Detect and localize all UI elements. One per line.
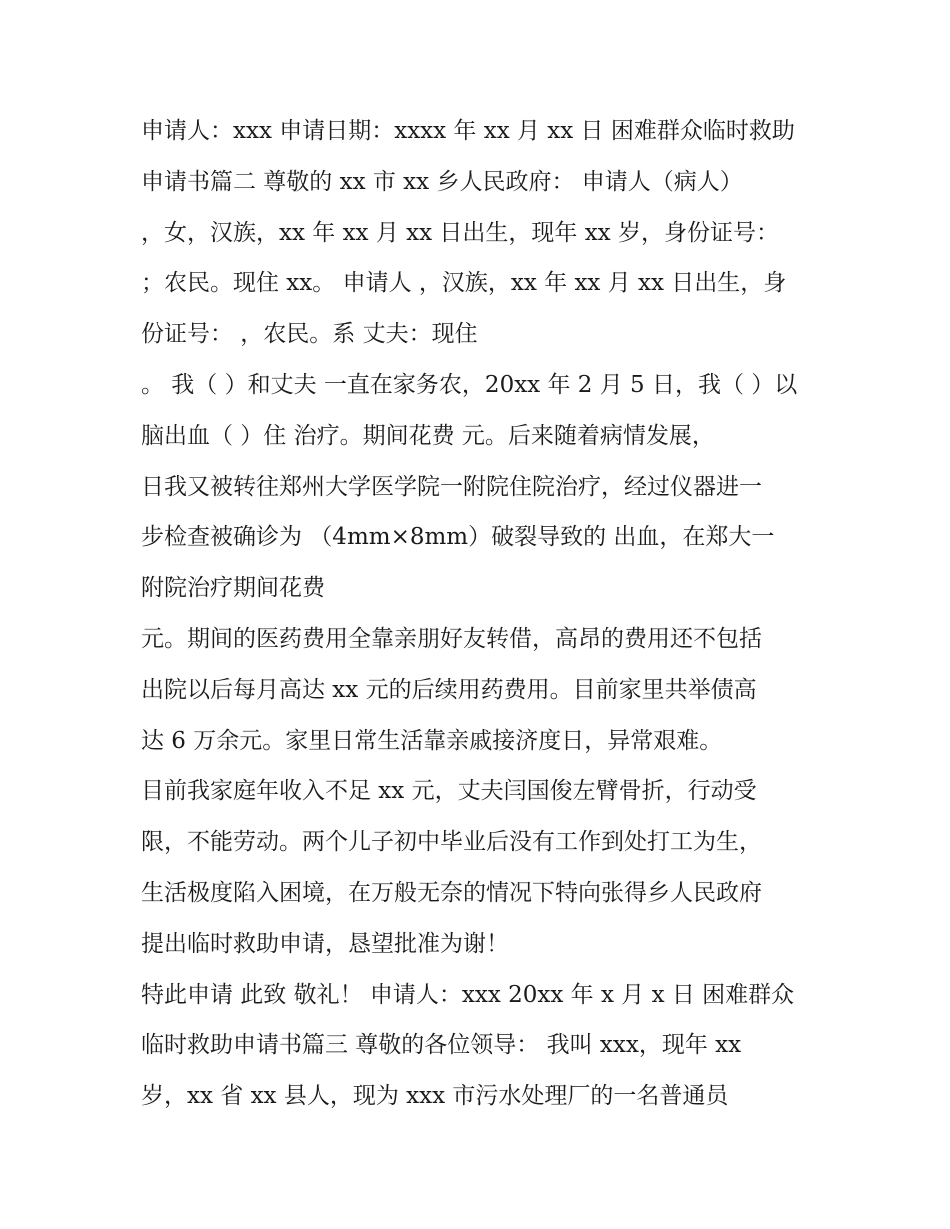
text-line: 步检查被确诊为 （4mm×8mm）破裂导致的 出血，在郑大一 bbox=[141, 524, 775, 551]
text-line: 份证号： ，农民。系 丈夫：现住 bbox=[141, 321, 478, 348]
text-line: 元。期间的医药费用全靠亲朋好友转借，高昂的费用还不包括 bbox=[141, 625, 762, 652]
text-line: 日我又被转往郑州大学医学院一附院住院治疗，经过仪器进一 bbox=[141, 473, 762, 500]
text-line: 限，不能劳动。两个儿子初中毕业后没有工作到处打工为生， bbox=[141, 829, 762, 856]
text-line: 脑出血（ ）住 治疗。期间花费 元。后来随着病情发展， bbox=[141, 422, 715, 449]
text-line: 生活极度陷入困境，在万般无奈的情况下特向张得乡人民政府 bbox=[141, 879, 762, 906]
text-line: 申请书篇二 尊敬的 xx 市 xx 乡人民政府： 申请人（病人） bbox=[141, 168, 743, 195]
text-line: 申请人：xxx 申请日期：xxxx 年 xx 月 xx 日 困难群众临时救助 bbox=[141, 118, 795, 144]
text-line: 附院治疗期间花费 bbox=[141, 575, 325, 602]
text-line: 出院以后每月高达 xx 元的后续用药费用。目前家里共举债高 bbox=[141, 676, 757, 703]
text-line: 特此申请 此致 敬礼！ 申请人：xxx 20xx 年 x 月 x 日 困难群众 bbox=[141, 981, 795, 1008]
text-line: 达 6 万余元。家里日常生活靠亲戚接济度日，异常艰难。 bbox=[141, 727, 723, 754]
text-line: 目前我家庭年收入不足 xx 元，丈夫闫国俊左臂骨折，行动受 bbox=[141, 778, 757, 805]
text-line: ，女，汉族，xx 年 xx 月 xx 日出生，现年 xx 岁，身份证号： bbox=[141, 219, 779, 246]
text-line: 临时救助申请书篇三 尊敬的各位领导： 我叫 xxx，现年 xx bbox=[141, 1032, 742, 1059]
text-line: 岁，xx 省 xx 县人，现为 xxx 市污水处理厂的一名普通员 bbox=[141, 1083, 729, 1110]
text-line: ；农民。现住 xx。 申请人 ，汉族，xx 年 xx 月 xx 日出生，身 bbox=[141, 270, 787, 297]
text-line: 。 我（ ）和丈夫 一直在家务农，20xx 年 2 月 5 日，我（ ）以 bbox=[141, 371, 798, 398]
document-body bbox=[141, 106, 821, 1122]
text-line: 提出临时救助申请，恳望批准为谢！ bbox=[141, 930, 509, 957]
